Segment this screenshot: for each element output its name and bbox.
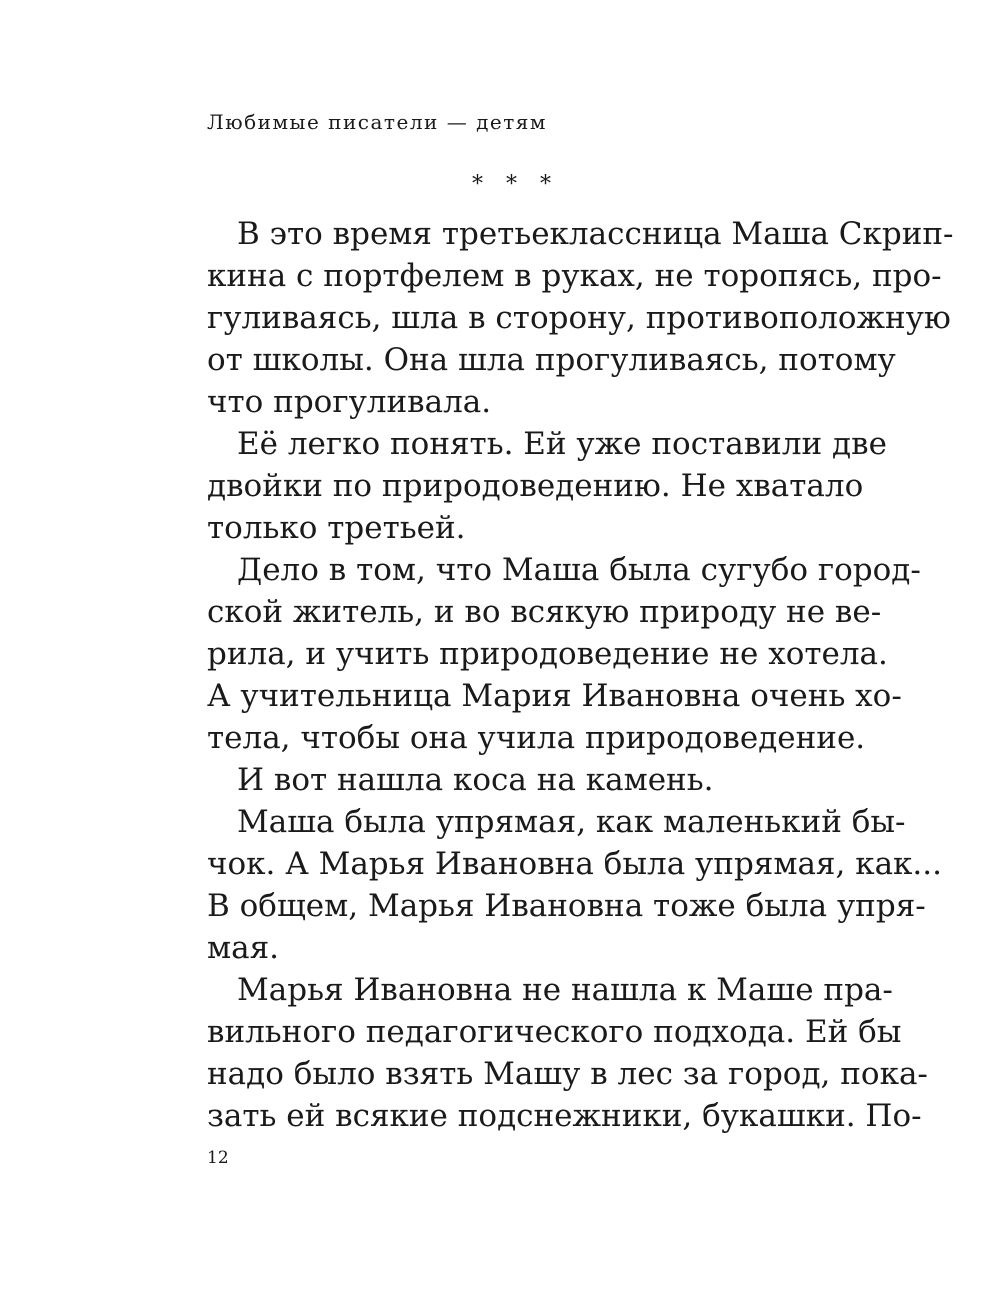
text-line: от школы. Она шла прогуливаясь, потому [207,342,896,378]
text-line: Марья Ивановна не нашла к Маше пра- [237,972,893,1008]
text-line: Маша была упрямая, как маленький бы- [237,804,906,840]
text-line: гуливаясь, шла в сторону, противоположную [207,300,951,336]
section-separator: * * * [472,172,559,197]
text-line: Дело в том, что Маша была сугубо город- [237,552,921,588]
text-line: что прогуливала. [207,384,492,420]
body-text [207,213,954,1137]
text-line: надо было взять Машу в лес за город, пока- [207,1056,928,1092]
text-line: Её легко понять. Ей уже поставили две [237,426,887,462]
text-line: рила, и учить природоведение не хотела. [207,636,888,672]
text-line: чок. А Марья Ивановна была упрямая, как... [207,846,942,882]
text-line: ской житель, и во всякую природу не ве- [207,594,882,630]
text-line: мая. [207,930,280,966]
text-line: А учительница Мария Ивановна очень хо- [207,678,902,714]
text-line: зать ей всякие подснежники, букашки. По- [207,1098,922,1134]
text-line: тела, чтобы она учила природоведение. [207,720,866,756]
text-line: только третьей. [207,510,466,546]
text-line: И вот нашла коса на камень. [237,762,714,798]
text-line: вильного педагогического подхода. Ей бы [207,1014,902,1050]
text-line: кина с портфелем в руках, не торопясь, про- [207,258,942,294]
text-line: В это время третьеклассница Маша Скрип- [237,216,954,252]
running-head: Любимые писатели — детям [207,110,547,134]
text-line: В общем, Марья Ивановна тоже была упря- [207,888,926,924]
text-line: двойки по природоведению. Не хватало [207,468,864,504]
page-number: 12 [207,1148,229,1168]
